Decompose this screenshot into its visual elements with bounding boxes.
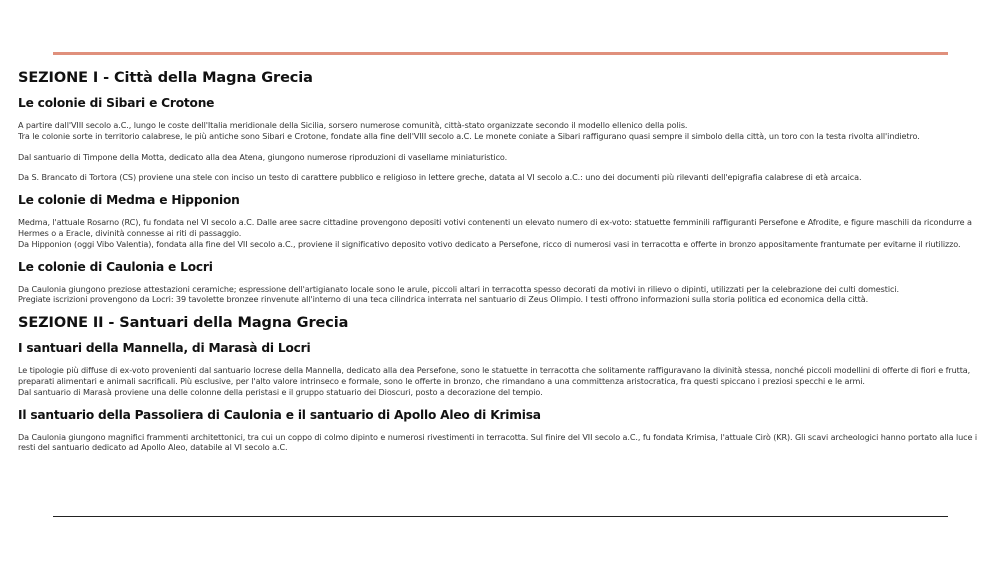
text-line: Pregiate iscrizioni provengono da Locri: 39 tavolette bronzee rinvenute all'interno di una teca cilindrica interrata nel santuario di Zeus Olimpio. I testi offrono informazioni sulla storia politica ed economica della città. <box>18 294 869 305</box>
timpone-paragraph: Dal santuario di Timpone della Motta, dedicato alla dea Atena, giungono numerose riproduzioni di vasellame miniaturistico. <box>18 151 508 162</box>
medma-hipponion-heading: Le colonie di Medma e Hipponion <box>18 193 240 208</box>
mannella-marasa-paragraph <box>18 365 986 397</box>
sibari-crotone-paragraph <box>18 120 986 142</box>
text-line: A partire dall'VIII secolo a.C., lungo le coste dell'Italia meridionale della Sicilia, sorsero numerose comunità, città-stato organizzate secondo il modello ellenico della polis. <box>18 120 688 130</box>
bottom-divider <box>53 516 948 517</box>
mannella-marasa-heading: I santuari della Mannella, di Marasà di Locri <box>18 341 311 356</box>
passoliera-krimisa-paragraph: Da Caulonia giungono magnifici frammenti architettonici, tra cui un coppo di colmo dipinto e numerosi rivestimenti in terracotta. Sul finire del VII secolo a.C., fu fondata Krimisa, l'attuale Cirò (KR). Gli scavi archeologici hanno portato alla luce i resti del santuario dedicato ad Apollo Aleo, databile al VI secolo a.C. <box>18 431 977 453</box>
section-1-title: SEZIONE I - Città della Magna Grecia <box>18 70 313 86</box>
section-2-title: SEZIONE II - Santuari della Magna Grecia <box>18 315 349 332</box>
caulonia-locri-paragraph <box>18 284 986 306</box>
text-line: Tra le colonie sorte in territorio calabrese, le più antiche sono Sibari e Crotone, fondate alla fine dell'VIII secolo a.C. Le monete coniate a Sibari raffigurano quasi sempre il simbolo della città, un toro con la testa rivolta all'indietro. <box>18 130 920 141</box>
tortora-paragraph: Da S. Brancato di Tortora (CS) proviene una stele con inciso un testo di carattere pubblico e religioso in lettere greche, datata al VI secolo a.C.: uno dei documenti più rilevanti dell'epigrafia calabrese di età arcaica. <box>18 172 862 183</box>
top-accent-divider <box>53 52 948 55</box>
passoliera-krimisa-heading: Il santuario della Passoliera di Caulonia e il santuario di Apollo Aleo di Krimisa <box>18 407 541 422</box>
caulonia-locri-heading: Le colonie di Caulonia e Locri <box>18 259 213 274</box>
text-line: Da Hipponion (oggi Vibo Valentia), fondata alla fine del VII secolo a.C., proviene il significativo deposito votivo dedicato a Persefone, ricco di numerosi vasi in terracotta e offerte in bronzo appositamente frantumate per evitarne il riutilizzo. <box>18 238 961 249</box>
medma-hipponion-paragraph <box>18 217 986 249</box>
text-line: Da Caulonia giungono preziose attestazioni ceramiche; espressione dell'artigianato locale sono le arule, piccoli altari in terracotta spesso decorati da motivi in rilievo o dipinti, utilizzati per la celebrazione dei culti domestici. <box>18 283 899 294</box>
text-line: Dal santuario di Marasà proviene una delle colonne della peristasi e il gruppo statuario dei Dioscuri, posto a decorazione del tempio. <box>18 386 543 397</box>
text-line: Le tipologie più diffuse di ex-voto provenienti dal santuario locrese della Mannella, dedicato alla dea Persefone, sono le statuette in terracotta che solitamente raffiguravano la divinità stessa, nonché piccoli modellini di offerte di fiori e frutta, preparati alimentari e animali sacrificali. Più esclusive, per l'alto valore intrinseco e formale, sono le offerte in bronzo, che rimandano a una committenza aristocratica, fra questi spiccano i preziosi specchi e le armi. <box>18 365 971 386</box>
document-body <box>18 70 986 463</box>
text-line: Medma, l'attuale Rosarno (RC), fu fondata nel VI secolo a.C. Dalle aree sacre cittadine provengono depositi votivi contenenti un elevato numero di ex-voto: statuette femminili raffiguranti Persefone e Afrodite, e figure maschili da ricondurre a Hermes o a Eracle, divinità connesse ai riti di passaggio. <box>18 217 972 238</box>
sibari-crotone-heading: Le colonie di Sibari e Crotone <box>18 96 215 110</box>
